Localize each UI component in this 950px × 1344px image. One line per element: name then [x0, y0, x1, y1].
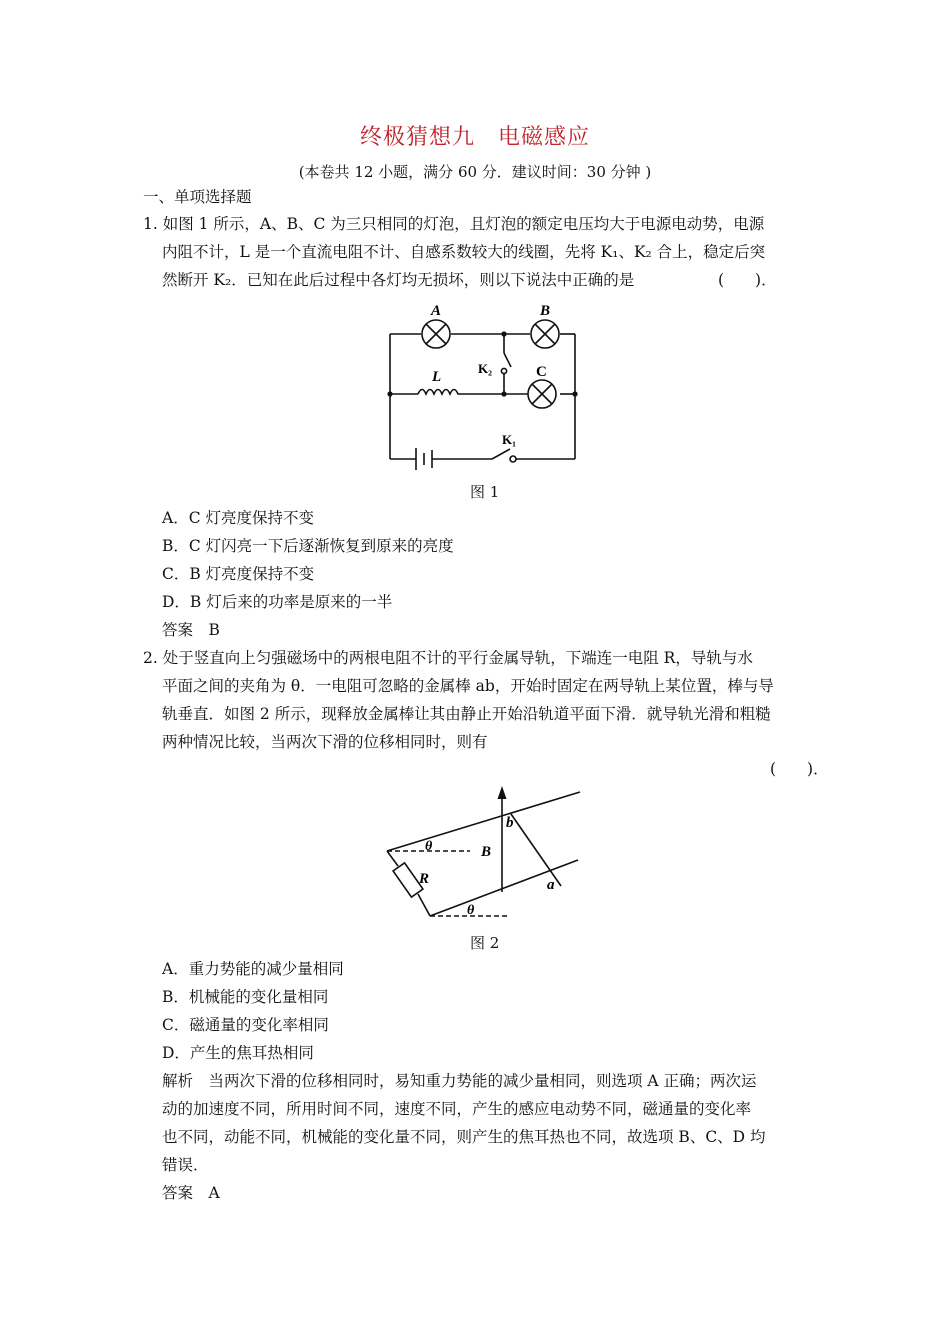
label-k2: K₂: [478, 361, 493, 376]
q2-answer-bracket: ( )．: [770, 760, 829, 778]
q1-answer-bracket: ( )．: [718, 271, 777, 289]
q1-option-d: D．B 灯后来的功率是原来的一半: [162, 593, 393, 611]
q1-line-2: 内阻不计，L 是一个直流电阻不计、自感系数较大的线圈，先将 K₁、K₂ 合上，稳定后突: [162, 243, 766, 261]
figure-2-rails: [380, 784, 585, 924]
q2-line-1: 2. 处于竖直向上匀强磁场中的两根电阻不计的平行金属导轨，下端连一电阻 R，导轨与水: [143, 649, 753, 667]
label-c: C: [536, 364, 547, 380]
q2-option-c: C．磁通量的变化率相同: [162, 1016, 329, 1034]
figure-1-caption: 图 1: [470, 483, 500, 501]
section-heading: 一、单项选择题: [143, 188, 252, 206]
q1-option-b: B．C 灯闪亮一下后逐渐恢复到原来的亮度: [162, 537, 454, 555]
q2-option-b: B．机械能的变化量相同: [162, 988, 329, 1006]
lamp-b-icon: [531, 320, 559, 348]
q1-option-c: C．B 灯亮度保持不变: [162, 565, 315, 583]
label-r: R: [419, 871, 430, 887]
q1-option-a: A．C 灯亮度保持不变: [162, 509, 314, 527]
label-b: B: [540, 303, 551, 319]
q2-answer: 答案 A: [162, 1184, 220, 1202]
figure-2-caption: 图 2: [470, 934, 500, 952]
label-theta-bottom: θ: [467, 903, 475, 918]
page-title: 终极猜想九 电磁感应: [359, 125, 590, 150]
q2-line-3: 轨垂直．如图 2 所示，现释放金属棒让其由静止开始沿轨道平面下滑．就导轨光滑和粗糙: [162, 705, 771, 723]
label-a: A: [431, 303, 442, 319]
label-bar-a: a: [547, 877, 555, 893]
inductor-icon: [418, 390, 460, 395]
label-theta-top: θ: [425, 839, 433, 854]
arrow-up-icon: [498, 786, 507, 799]
q1-line-1: 1. 如图 1 所示，A、B、C 为三只相同的灯泡，且灯泡的额定电压均大于电源电动势，电源: [143, 215, 765, 233]
q2-analysis-line-4: 错误．: [162, 1156, 209, 1174]
q2-analysis-line-2: 动的加速度不同，所用时间不同，速度不同，产生的感应电动势不同，磁通量的变化率: [162, 1100, 752, 1118]
q2-line-2: 平面之间的夹角为 θ．一电阻可忽略的金属棒 ab，开始时固定在两导轨上某位置，棒与导: [162, 677, 774, 695]
label-l: L: [432, 369, 442, 385]
q2-analysis-line-1: 解析 当两次下滑的位移相同时，易知重力势能的减少量相同，则选项 A 正确；两次运: [162, 1072, 757, 1090]
label-k1: K₁: [502, 432, 517, 447]
page-subtitle: (本卷共 12 小题，满分 60 分．建议时间：30 分钟 ): [298, 163, 652, 181]
lamp-c-icon: [528, 380, 556, 408]
switch-k2-icon: [501, 353, 511, 374]
label-bar-b: b: [506, 815, 514, 831]
q1-answer: 答案 B: [162, 621, 220, 639]
label-field-b: B: [481, 844, 492, 860]
q2-option-d: D．产生的焦耳热相同: [162, 1044, 314, 1062]
figure-1-circuit: [380, 298, 585, 473]
q1-line-3: 然断开 K₂．已知在此后过程中各灯均无损坏，则以下说法中正确的是: [162, 271, 635, 289]
switch-k1-icon: [492, 449, 516, 462]
lamp-a-icon: [422, 320, 450, 348]
q2-analysis-line-3: 也不同，动能不同，机械能的变化量不同，则产生的焦耳热也不同，故选项 B、C、D 均: [162, 1128, 766, 1146]
q2-line-4: 两种情况比较，当两次下滑的位移相同时，则有: [162, 733, 488, 751]
q2-option-a: A．重力势能的减少量相同: [162, 960, 344, 978]
battery-icon: [416, 448, 432, 470]
